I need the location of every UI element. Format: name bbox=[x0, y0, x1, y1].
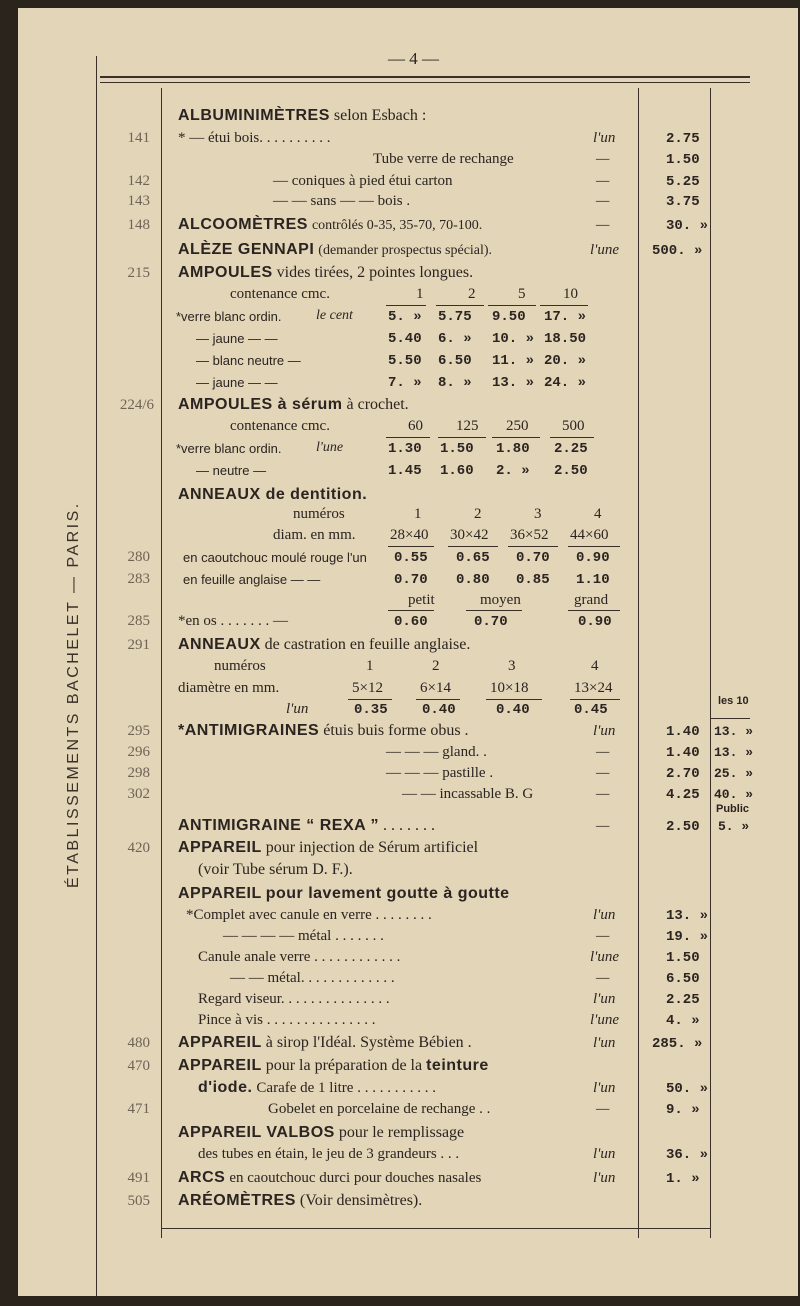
section-rest: pour lavement goutte à goutte bbox=[265, 885, 510, 902]
dentition-size: moyen bbox=[480, 592, 521, 608]
castration-col: 4 bbox=[591, 658, 599, 674]
castration-diam: 13×24 bbox=[574, 680, 613, 696]
section-appareil-serum bbox=[178, 840, 478, 856]
row-price: 30. » bbox=[666, 218, 709, 234]
ampoules-val: 7. » bbox=[388, 375, 422, 391]
serum-val: 2.25 bbox=[554, 441, 588, 457]
section-title: APPAREIL bbox=[178, 1034, 262, 1051]
page-number: — 4 — bbox=[388, 49, 439, 68]
serum-rule bbox=[550, 437, 594, 438]
row-price: 9. » bbox=[666, 1102, 700, 1118]
ref-296: 296 bbox=[127, 744, 150, 760]
section-anneaux-castration bbox=[178, 637, 470, 653]
row-price: 1.50 bbox=[666, 152, 700, 168]
ampoules-val: 10. » bbox=[492, 331, 535, 347]
section-rest: (Voir densimètres). bbox=[299, 1192, 423, 1209]
section-anneaux-dentition: ANNEAUX de dentition. bbox=[178, 486, 368, 503]
castration-diam: 6×14 bbox=[420, 680, 451, 696]
row-price: 2.25 bbox=[666, 992, 700, 1008]
castration-diam: 5×12 bbox=[352, 680, 383, 696]
row-per10: 40. » bbox=[714, 787, 754, 802]
castration-rule bbox=[570, 699, 620, 700]
section-appareil-sirop bbox=[178, 1035, 472, 1051]
row-price: 36. » bbox=[666, 1147, 709, 1163]
footer-rule bbox=[161, 1228, 711, 1229]
section-line2: des tubes en étain, le jeu de 3 grandeurs . . . bbox=[198, 1146, 460, 1162]
castration-val: 0.40 bbox=[496, 702, 530, 718]
per10-rule bbox=[710, 718, 750, 719]
ampoules-val: 6.50 bbox=[438, 353, 472, 369]
castration-diam-label: diamètre en mm. bbox=[178, 680, 280, 696]
row-unit: l'un bbox=[593, 1035, 616, 1051]
section-rest: selon Esbach : bbox=[333, 107, 427, 124]
section-arcs bbox=[178, 1170, 481, 1186]
section-rest: pour la préparation de la bbox=[265, 1057, 423, 1074]
ref-480: 480 bbox=[127, 1035, 150, 1051]
section-appareil-teinture bbox=[178, 1058, 489, 1074]
row-unit: — bbox=[596, 193, 610, 209]
row-desc: — — — gland. . bbox=[386, 744, 487, 760]
ref-491: 491 bbox=[127, 1170, 150, 1186]
section-appareil-lavement bbox=[178, 886, 510, 902]
row-price: 500. » bbox=[652, 243, 703, 259]
serum-col: 500 bbox=[562, 418, 585, 434]
serum-val: 1.45 bbox=[388, 463, 422, 479]
section-appareil-valbos bbox=[178, 1125, 464, 1141]
ref-505: 505 bbox=[127, 1193, 150, 1209]
dentition-val: 0.80 bbox=[456, 572, 490, 588]
dentition-diam: 36×52 bbox=[510, 527, 549, 543]
ampoules-val: 18.50 bbox=[544, 331, 587, 347]
row-desc: — coniques à pied étui carton bbox=[273, 173, 453, 189]
row-unit: — bbox=[596, 928, 610, 944]
ref-141: 141 bbox=[127, 130, 150, 146]
ampoules-val: 17. » bbox=[544, 309, 587, 325]
ref-280: 280 bbox=[127, 549, 150, 565]
section-ampoules-serum bbox=[178, 397, 409, 413]
row-desc: Canule anale verre . . . . . . . . . . . . bbox=[198, 949, 401, 965]
dentition-val: 0.55 bbox=[394, 550, 428, 566]
dentition-diam: 28×40 bbox=[390, 527, 429, 543]
section-title: APPAREIL VALBOS bbox=[178, 1124, 335, 1141]
row-per10: 25. » bbox=[714, 766, 754, 781]
ref-142: 142 bbox=[127, 173, 150, 189]
ampoules-val: 5.75 bbox=[438, 309, 472, 325]
row-price: 13. » bbox=[666, 908, 709, 924]
per10-public: Public bbox=[716, 803, 750, 815]
dentition-rule bbox=[388, 610, 434, 611]
section-title: *ANTIMIGRAINES bbox=[178, 722, 320, 739]
row-price: 1.40 bbox=[666, 745, 700, 761]
section-title: APPAREIL bbox=[178, 839, 262, 856]
section-title: AMPOULES bbox=[178, 264, 273, 281]
row-unit: l'un bbox=[593, 1170, 616, 1186]
row-desc: — — — — métal . . . . . . . bbox=[223, 928, 384, 944]
ref-143: 143 bbox=[127, 193, 150, 209]
section-areometres bbox=[178, 1193, 422, 1209]
dentition-rule bbox=[568, 610, 620, 611]
dentition-row-label: en caoutchouc moulé rouge l'un bbox=[183, 550, 367, 565]
row-desc: Tube verre de rechange bbox=[373, 151, 514, 167]
row-price: 4. » bbox=[666, 1013, 700, 1029]
dentition-os-val: 0.60 bbox=[394, 614, 428, 630]
section-rest: pour injection de Sérum artificiel bbox=[265, 839, 479, 856]
section-rest: à sirop l'Idéal. Système Bébien . bbox=[265, 1034, 472, 1051]
section-title: ALÈZE GENNAPI bbox=[178, 241, 315, 258]
row-desc: Pince à vis . . . . . . . . . . . . . . . bbox=[198, 1012, 376, 1028]
ampoules-val: 13. » bbox=[492, 375, 535, 391]
ampoules-val: 9.50 bbox=[492, 309, 526, 325]
section-title: ARCS bbox=[178, 1169, 226, 1186]
section-line2 bbox=[198, 1080, 436, 1096]
section-rest: étuis buis forme obus . bbox=[323, 722, 469, 739]
castration-val: 0.40 bbox=[422, 702, 456, 718]
row-price: 2.75 bbox=[666, 131, 700, 147]
row-price: 1. » bbox=[666, 1171, 700, 1187]
section-rest: (demander prospectus spécial). bbox=[318, 243, 493, 258]
ampoules-val: 24. » bbox=[544, 375, 587, 391]
row-unit: l'un bbox=[593, 723, 616, 739]
dentition-rule bbox=[568, 546, 620, 547]
dentition-os-val: 0.70 bbox=[474, 614, 508, 630]
ref-285: 285 bbox=[127, 613, 150, 629]
ampoules-row-label: — jaune — — bbox=[196, 375, 278, 390]
serum-rule bbox=[438, 437, 486, 438]
castration-diam: 10×18 bbox=[490, 680, 529, 696]
row-desc: *Complet avec canule en verre . . . . . . . . bbox=[186, 907, 432, 923]
row-unit: l'un bbox=[593, 991, 616, 1007]
ampoules-header-label: contenance cmc. bbox=[230, 286, 330, 302]
row-unit: l'un bbox=[593, 1080, 616, 1096]
column-rule-desc bbox=[638, 88, 639, 1238]
ref-291: 291 bbox=[127, 637, 150, 653]
section-rest: à crochet. bbox=[346, 396, 409, 413]
dentition-val: 0.85 bbox=[516, 572, 550, 588]
row-price: 1.50 bbox=[666, 950, 700, 966]
row-price: 50. » bbox=[666, 1081, 709, 1097]
row-price: 5.25 bbox=[666, 174, 700, 190]
row-unit: — bbox=[596, 818, 610, 834]
serum-val: 1.80 bbox=[496, 441, 530, 457]
section-title: ANTIMIGRAINE “ REXA ” bbox=[178, 817, 380, 834]
ref-302: 302 bbox=[127, 786, 150, 802]
row-unit: — bbox=[596, 151, 610, 167]
ampoules-col: 1 bbox=[416, 286, 424, 302]
section-albuminimetres bbox=[178, 108, 426, 124]
dentition-rule bbox=[448, 546, 498, 547]
row-price: 3.75 bbox=[666, 194, 700, 210]
dentition-diam: 30×42 bbox=[450, 527, 489, 543]
dentition-size: petit bbox=[408, 592, 435, 608]
ref-215: 215 bbox=[127, 265, 150, 281]
ref-420: 420 bbox=[127, 840, 150, 856]
section-title: APPAREIL bbox=[178, 885, 262, 902]
ampoules-val: 8. » bbox=[438, 375, 472, 391]
section-rest: de castration en feuille anglaise. bbox=[264, 636, 471, 653]
row-desc: — — sans — — bois . bbox=[273, 193, 411, 209]
row-price: 285. » bbox=[652, 1036, 703, 1052]
dentition-val: 0.70 bbox=[516, 550, 550, 566]
row-desc: — — — pastille . bbox=[386, 765, 494, 781]
ampoules-row-label: — jaune — — bbox=[196, 331, 278, 346]
dentition-row-label: en feuille anglaise — — bbox=[183, 572, 321, 587]
dentition-size: grand bbox=[574, 592, 609, 608]
catalog-page bbox=[18, 8, 798, 1296]
dentition-os-label: *en os . . . . . . . — bbox=[178, 613, 288, 629]
ref-470: 470 bbox=[127, 1058, 150, 1074]
section-line2: (voir Tube sérum D. F.). bbox=[198, 861, 353, 878]
dentition-numeros: numéros bbox=[293, 506, 345, 522]
ampoules-val: 20. » bbox=[544, 353, 587, 369]
row-price: 2.50 bbox=[666, 819, 700, 835]
ampoules-rule bbox=[488, 305, 536, 306]
ref-224-6: 224/6 bbox=[119, 397, 154, 413]
row-per10: 13. » bbox=[714, 745, 754, 760]
row-unit: — bbox=[596, 765, 610, 781]
per10-header: les 10 bbox=[718, 695, 749, 707]
row-unit: — bbox=[596, 970, 610, 986]
section-rest: en caoutchouc durci pour douches nasales bbox=[229, 1170, 482, 1186]
serum-val: 1.50 bbox=[440, 441, 474, 457]
dentition-rule bbox=[466, 610, 522, 611]
row-unit: l'une bbox=[590, 242, 620, 258]
serum-col: 60 bbox=[408, 418, 423, 434]
serum-val: 2.50 bbox=[554, 463, 588, 479]
serum-header-label: contenance cmc. bbox=[230, 418, 330, 434]
row-price: 1.40 bbox=[666, 724, 700, 740]
dentition-os-val: 0.90 bbox=[578, 614, 612, 630]
ampoules-row-unit: le cent bbox=[316, 308, 353, 323]
castration-val: 0.45 bbox=[574, 702, 608, 718]
dentition-rule bbox=[508, 546, 558, 547]
section-title: ALCOOMÈTRES bbox=[178, 216, 308, 233]
row-desc: — — métal. . . . . . . . . . . . . bbox=[230, 970, 395, 986]
section-title: ALBUMINIMÈTRES bbox=[178, 107, 330, 124]
row-unit: — bbox=[596, 744, 610, 760]
section-rest: . . . . . . . bbox=[383, 817, 436, 834]
row-per10: 13. » bbox=[714, 724, 754, 739]
serum-rule bbox=[492, 437, 540, 438]
castration-col: 2 bbox=[432, 658, 440, 674]
ampoules-row-label: *verre blanc ordin. bbox=[176, 309, 282, 324]
ampoules-val: 6. » bbox=[438, 331, 472, 347]
ampoules-val: 11. » bbox=[492, 353, 535, 369]
castration-rule bbox=[486, 699, 542, 700]
serum-row-unit: l'une bbox=[316, 440, 344, 455]
ampoules-rule bbox=[436, 305, 484, 306]
ampoules-val: 5. » bbox=[388, 309, 422, 325]
side-text: ÉTABLISSEMENTS BACHELET — PARIS. bbox=[65, 501, 82, 888]
serum-row-label: — neutre — bbox=[196, 463, 267, 478]
row-desc: — — incassable B. G bbox=[402, 786, 534, 802]
serum-val: 2. » bbox=[496, 463, 530, 479]
dentition-val: 0.90 bbox=[576, 550, 610, 566]
row-unit: — bbox=[596, 1101, 610, 1117]
ampoules-row-label: — blanc neutre — bbox=[196, 353, 301, 368]
section-title: AMPOULES à sérum bbox=[178, 396, 343, 413]
ref-148: 148 bbox=[127, 217, 150, 233]
ampoules-col: 5 bbox=[518, 286, 526, 302]
section-aleze bbox=[178, 242, 492, 258]
section-rest: vides tirées, 2 pointes longues. bbox=[276, 264, 474, 281]
row-desc: * — étui bois. . . . . . . . . . bbox=[178, 130, 331, 146]
ref-298: 298 bbox=[127, 765, 150, 781]
row-unit: l'un bbox=[593, 907, 616, 923]
ampoules-rule bbox=[540, 305, 588, 306]
section-title: APPAREIL bbox=[178, 1057, 262, 1074]
section-alcoometres bbox=[178, 217, 482, 233]
dentition-col: 1 bbox=[414, 506, 422, 522]
section-title: ARÉOMÈTRES bbox=[178, 1192, 296, 1209]
ref-471: 471 bbox=[127, 1101, 150, 1117]
castration-rule bbox=[348, 699, 392, 700]
dentition-rule bbox=[388, 546, 434, 547]
ampoules-col: 2 bbox=[468, 286, 476, 302]
row-unit: — bbox=[596, 217, 610, 233]
dentition-val: 0.65 bbox=[456, 550, 490, 566]
dentition-val: 1.10 bbox=[576, 572, 610, 588]
ampoules-rule bbox=[386, 305, 426, 306]
section-line2-bold: d'iode. bbox=[198, 1079, 253, 1096]
column-rule-ref bbox=[161, 88, 162, 1238]
section-antimigraine-rexa bbox=[178, 818, 435, 834]
row-unit: l'un bbox=[593, 1146, 616, 1162]
row-per10: 5. » bbox=[718, 819, 750, 834]
section-line2-rest: Carafe de 1 litre . . . . . . . . . . . bbox=[256, 1080, 436, 1096]
serum-rule bbox=[386, 437, 430, 438]
dentition-diam-label: diam. en mm. bbox=[273, 527, 356, 543]
dentition-col: 4 bbox=[594, 506, 602, 522]
section-antimigraines bbox=[178, 723, 469, 739]
dentition-col: 3 bbox=[534, 506, 542, 522]
row-unit: l'un bbox=[593, 130, 616, 146]
ref-283: 283 bbox=[127, 571, 150, 587]
row-price: 19. » bbox=[666, 929, 709, 945]
section-rest: contrôlés 0-35, 35-70, 70-100. bbox=[311, 218, 483, 233]
ampoules-val: 5.40 bbox=[388, 331, 422, 347]
row-desc: Gobelet en porcelaine de rechange . . bbox=[268, 1101, 491, 1117]
castration-col: 3 bbox=[508, 658, 516, 674]
dentition-diam: 44×60 bbox=[570, 527, 609, 543]
section-ampoules bbox=[178, 265, 473, 281]
castration-unit: l'un bbox=[286, 701, 309, 717]
row-desc: Regard viseur. . . . . . . . . . . . . . . bbox=[198, 991, 390, 1007]
column-rule-price bbox=[710, 88, 711, 1238]
section-rest: pour le remplissage bbox=[338, 1124, 465, 1141]
serum-col: 125 bbox=[456, 418, 479, 434]
ref-295: 295 bbox=[127, 723, 150, 739]
castration-val: 0.35 bbox=[354, 702, 388, 718]
row-price: 2.70 bbox=[666, 766, 700, 782]
dentition-val: 0.70 bbox=[394, 572, 428, 588]
castration-numeros: numéros bbox=[214, 658, 266, 674]
row-unit: — bbox=[596, 173, 610, 189]
section-rest-bold: teinture bbox=[426, 1057, 489, 1074]
castration-rule bbox=[416, 699, 460, 700]
row-unit: l'une bbox=[590, 949, 620, 965]
row-unit: l'une bbox=[590, 1012, 620, 1028]
section-title: ANNEAUX bbox=[178, 636, 261, 653]
ampoules-val: 5.50 bbox=[388, 353, 422, 369]
serum-val: 1.30 bbox=[388, 441, 422, 457]
row-price: 6.50 bbox=[666, 971, 700, 987]
header-rule bbox=[100, 76, 750, 78]
castration-col: 1 bbox=[366, 658, 374, 674]
row-price: 4.25 bbox=[666, 787, 700, 803]
serum-val: 1.60 bbox=[440, 463, 474, 479]
ampoules-col: 10 bbox=[563, 286, 578, 302]
serum-row-label: *verre blanc ordin. bbox=[176, 441, 282, 456]
header-rule-2 bbox=[100, 82, 750, 83]
dentition-col: 2 bbox=[474, 506, 482, 522]
serum-col: 250 bbox=[506, 418, 529, 434]
row-unit: — bbox=[596, 786, 610, 802]
